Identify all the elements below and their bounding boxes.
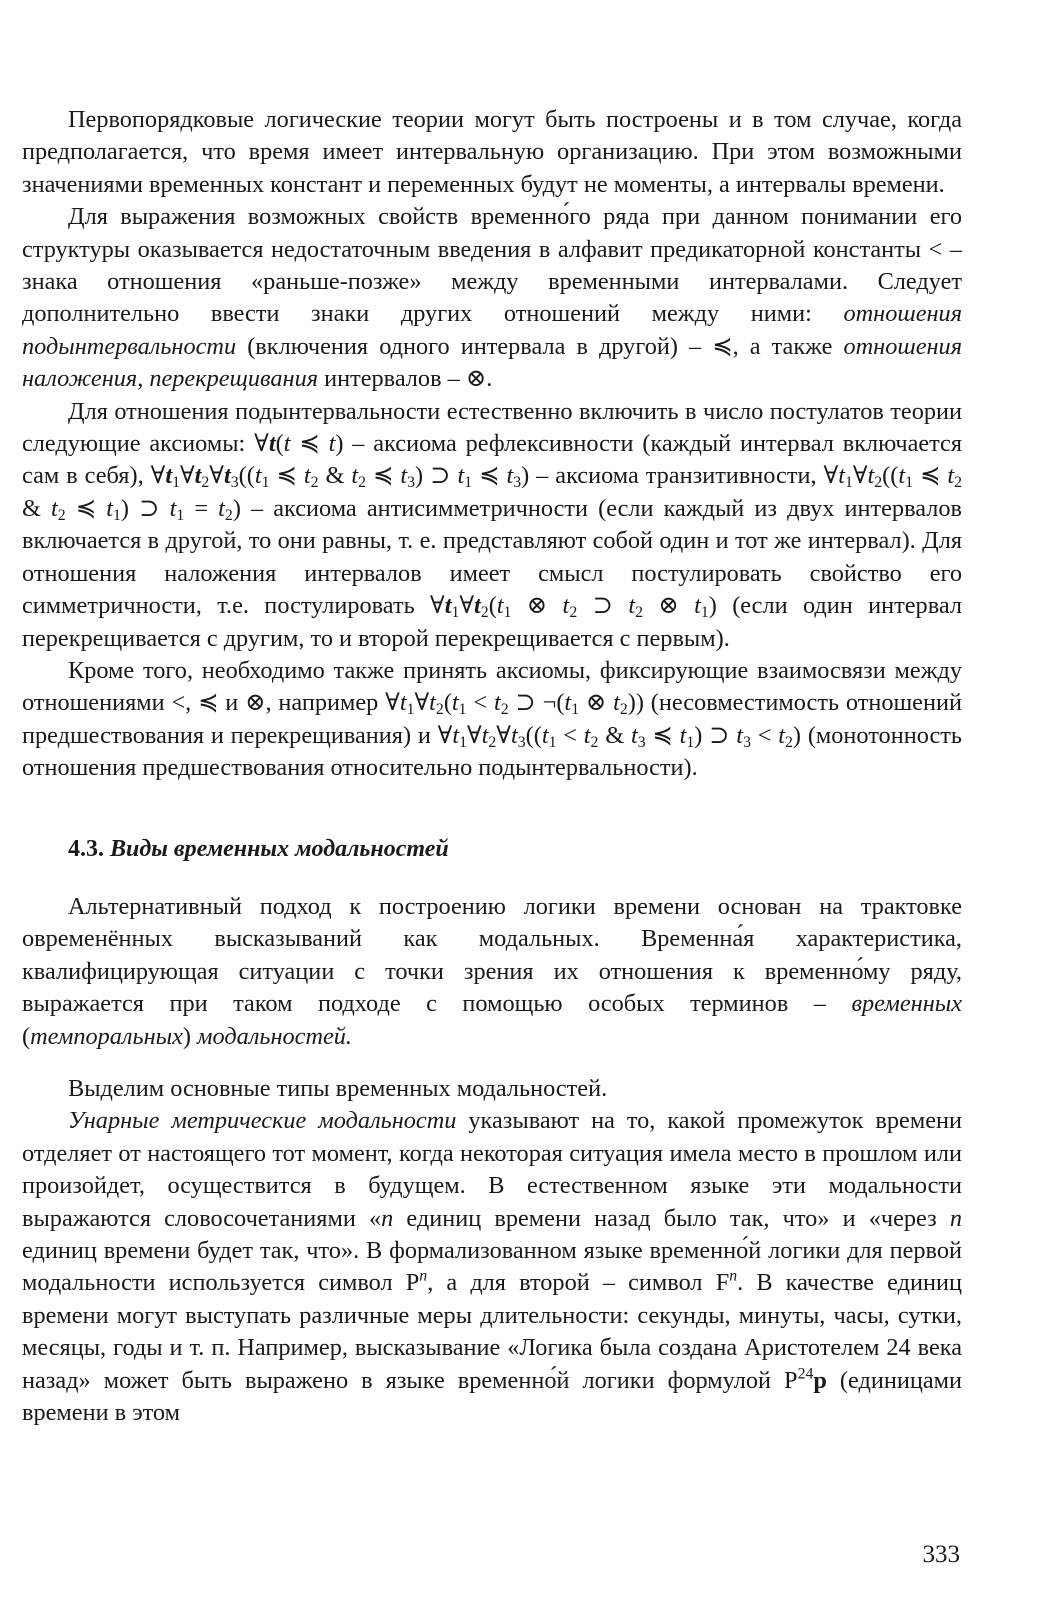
text-run: Первопорядковые логические теории могут быть построены и в том случае, когда предполагается, что время имеет интервальную организацию. При этом возможными значениями временных констант и переменных будут не моменты, а интервалы времени. <box>22 106 962 198</box>
text-run: ) – аксиома рефлексивности (каждый интервал включается сам в себя), ∀ <box>22 430 963 490</box>
text-run: p <box>813 1366 827 1394</box>
text-run: (( <box>238 462 255 490</box>
text-run: t <box>194 462 202 490</box>
text-run: 3 <box>637 733 646 751</box>
text-run: t <box>165 462 173 490</box>
text-run: Кроме того, необходимо также принять аксиомы, фиксирующие взаимосвязи между отношениями <, ≼ и ⊗, например ∀ <box>22 656 962 717</box>
text-run: n <box>419 1267 428 1285</box>
text-run: ≼ <box>913 462 948 490</box>
text-run: ∀ <box>496 721 511 749</box>
text-run: t <box>496 592 504 620</box>
text-run: ∀ <box>459 592 475 620</box>
text-run: 2 <box>480 604 489 622</box>
paragraphs-after-heading <box>22 891 962 1430</box>
text-run: темпоральных <box>30 1022 183 1050</box>
text-run: 1 <box>464 474 473 492</box>
text-run: t <box>630 721 638 749</box>
paragraph <box>22 1073 962 1105</box>
text-run: 2 <box>435 701 444 719</box>
text-run: 2 <box>590 733 599 751</box>
text-run: t <box>510 721 518 749</box>
text-run: 2 <box>635 604 643 622</box>
text-run: (единицами времени в этом <box>22 1366 963 1427</box>
text-run: t <box>452 721 460 749</box>
text-run: ( <box>443 689 452 717</box>
text-run: 2 <box>569 604 578 622</box>
text-run: t <box>947 462 955 490</box>
text-run: < <box>556 721 584 749</box>
text-run: t <box>474 592 481 620</box>
page-number: 333 <box>922 1541 960 1568</box>
text-run: , а для второй – символ F <box>427 1269 730 1297</box>
text-run: . В качестве единиц времени могут выступать различные меры длительности: секунды, минуты, часы, сутки, месяцы, годы и т. п. Например, высказывание «Логика была создана Аристотелем 24 века назад» может быть выражено в языке временно́й логики формулой P <box>22 1269 963 1394</box>
text-run: t <box>493 689 501 717</box>
text-run: Выделим основные типы временных модальностей. <box>68 1074 608 1102</box>
text-run: 1 <box>451 604 460 622</box>
text-run: 1 <box>571 701 580 719</box>
text-run: t <box>694 592 701 620</box>
section-heading <box>22 833 962 865</box>
text-run: t <box>481 721 489 749</box>
text-run: n <box>381 1204 394 1232</box>
paragraph <box>22 1105 962 1429</box>
text-run: отношения наложения, перекрещивания <box>22 332 962 393</box>
paragraph <box>22 201 962 395</box>
paragraph <box>22 396 962 655</box>
text-run: 2 <box>488 733 497 751</box>
text-run: 3 <box>517 733 526 751</box>
text-run: 1 <box>700 604 709 622</box>
text-run: ∀ <box>414 689 430 717</box>
text-run: 1 <box>176 506 185 524</box>
text-run: единиц времени назад было так, что» и «через <box>393 1204 950 1232</box>
text-run: 3 <box>230 474 239 492</box>
text-run: t <box>400 462 408 490</box>
text-run: 2 <box>358 474 366 492</box>
text-run: ≼ <box>366 462 401 490</box>
text-run: t <box>303 462 311 490</box>
text-run: ) ⊃ <box>120 494 170 522</box>
text-run: t <box>218 494 225 522</box>
text-run: 1 <box>548 733 557 751</box>
text-run: ∀ <box>209 462 224 490</box>
text-run: ) ⊃ <box>694 721 737 749</box>
text-run: ≼ <box>645 721 680 749</box>
text-run: 1 <box>905 474 914 492</box>
text-run: 2 <box>310 474 319 492</box>
text-run: < <box>750 721 779 749</box>
text-run: Альтернативный подход к построению логики времени основан на трактовке овременённых высказываний как модальных. Временна́я характеристика, квалифицирующая ситуации с точки зрения их отношения к временно́му ряду, выражается при таком подходе с помощью особых терминов – <box>22 892 962 1018</box>
text-run: модальностей. <box>197 1022 353 1050</box>
text-run: t <box>268 430 276 458</box>
text-run: ( <box>22 1022 31 1050</box>
text-run: t <box>541 721 549 749</box>
text-run: t <box>838 462 845 490</box>
text-run: ) – аксиома транзитивности, ∀ <box>521 462 839 490</box>
text-run: 1 <box>458 701 467 719</box>
text-run: t <box>457 462 465 490</box>
text-run: 2 <box>201 474 210 492</box>
text-run: указывают на то, какой промежуток времени отделяет от настоящего тот момент, когда некоторая ситуация имела место в прошлом или произойдет, осуществится в будущем. В естественном языке эти модальности выражаются словосочетаниями « <box>22 1107 963 1232</box>
text-run: t <box>679 721 687 749</box>
text-run: < <box>466 689 494 717</box>
text-run: t <box>51 494 58 522</box>
text-run: ≼ <box>65 494 107 522</box>
text-run: t <box>628 592 636 620</box>
text-run: t <box>328 430 336 458</box>
text-run: 2 <box>954 474 963 492</box>
text-run: 3 <box>743 733 751 751</box>
text-run: 1 <box>172 474 180 492</box>
section-title: Виды временных модальностей <box>110 835 449 862</box>
text-run: ⊃ <box>577 592 629 620</box>
text-run: & <box>598 721 631 749</box>
text-run: ( <box>488 592 497 620</box>
text-run: 2 <box>619 701 628 719</box>
text-run: t <box>254 462 262 490</box>
paragraph <box>22 655 962 785</box>
text-run: 1 <box>261 474 270 492</box>
text-run: 1 <box>844 474 853 492</box>
text-run: ⊗ <box>642 592 695 620</box>
page-body <box>22 104 962 1429</box>
text-run: 2 <box>224 506 233 524</box>
text-run: ) <box>182 1022 198 1050</box>
text-run: t <box>283 430 291 458</box>
paragraph <box>22 104 962 201</box>
text-run: интервалов – ⊗. <box>318 365 493 393</box>
text-run: t <box>506 462 514 490</box>
text-run: t <box>867 462 875 490</box>
text-run: (( <box>882 462 899 490</box>
text-run: t <box>898 462 906 490</box>
text-run: t <box>429 689 436 717</box>
text-run: t <box>451 689 459 717</box>
text-run: & <box>22 494 52 522</box>
text-run: n <box>949 1204 962 1232</box>
text-run: ) (монотонность отношения предшествования относительно подынтервальности). <box>22 721 962 782</box>
text-run: t <box>778 721 786 749</box>
text-run: Для отношения подынтервальности естественно включить в число постулатов теории следующие аксиомы: ∀ <box>22 397 962 458</box>
text-run: Унарные метрические модальности <box>68 1107 457 1135</box>
text-run: t <box>399 689 407 717</box>
text-run: t <box>223 462 231 490</box>
text-run: = <box>184 494 219 522</box>
text-run: отношения подынтервальности <box>22 300 962 360</box>
text-run: 1 <box>503 604 512 622</box>
text-run: ∀ <box>466 721 482 749</box>
section-number: 4.3. <box>68 835 104 862</box>
text-run: ⊗ <box>511 592 563 620</box>
text-run: 3 <box>407 474 415 492</box>
text-run: 1 <box>113 506 121 524</box>
text-run: )) (несовместимость отношений предшествования и перекрещивания) и ∀ <box>22 689 962 749</box>
text-run: & <box>318 462 352 490</box>
text-run: 24 <box>797 1365 814 1383</box>
text-run: 2 <box>500 701 509 719</box>
text-run: 1 <box>406 701 415 719</box>
text-run: t <box>351 462 359 490</box>
text-run: t <box>106 494 114 522</box>
text-run: ) (если один интервал перекрещивается с другим, то и второй перекрещивается с первым). <box>22 592 962 652</box>
text-run: t <box>736 721 744 749</box>
paragraphs-before-heading <box>22 104 962 785</box>
text-run: ∀ <box>179 462 195 490</box>
text-run: t <box>583 721 591 749</box>
text-run: 2 <box>785 733 793 751</box>
text-run: (( <box>525 721 542 749</box>
text-run: t <box>562 592 570 620</box>
text-run: ≼ <box>269 462 304 490</box>
text-run: единиц времени будет так, что». В формализованном языке временно́й логики для первой модальности используется символ P <box>22 1237 962 1297</box>
text-run: ⊗ <box>579 689 614 717</box>
text-run: Для выражения возможных свойств временно́го ряда при данном понимании его структуры оказывается недостаточным введения в алфавит предикаторной константы < – знака отношения «раньше-позже» между временными интервалами. Следует дополнительно ввести знаки других отношений между ними: <box>22 203 962 328</box>
text-run: t <box>613 689 620 717</box>
text-run: ) – аксиома антисимметричности (если каждый из двух интервалов включается в другой, то они равны, т. е. представляют собой один и тот же интервал). Для отношения наложения интервалов имеет смысл постулировать свойство его симметричности, т.е. постулировать ∀ <box>22 494 962 620</box>
text-run: ⊃ ¬( <box>508 689 565 717</box>
text-run: n <box>729 1267 738 1285</box>
paragraph <box>22 891 962 1053</box>
text-run: 1 <box>686 733 695 751</box>
text-run: 1 <box>459 733 467 751</box>
text-run: t <box>444 592 452 620</box>
text-run: временных <box>851 990 962 1018</box>
text-run: t <box>564 689 572 717</box>
text-run: ≼ <box>472 462 507 490</box>
text-run: 2 <box>874 474 883 492</box>
text-run: ) ⊃ <box>415 462 458 490</box>
text-run: ∀ <box>852 462 868 490</box>
text-run: t <box>169 494 177 522</box>
text-run: 3 <box>513 474 522 492</box>
text-run: (включения одного интервала в другой) – ≼, а также <box>236 332 844 360</box>
text-run: ≼ <box>290 430 329 458</box>
text-run: 2 <box>57 506 66 524</box>
text-run: ( <box>275 430 284 458</box>
